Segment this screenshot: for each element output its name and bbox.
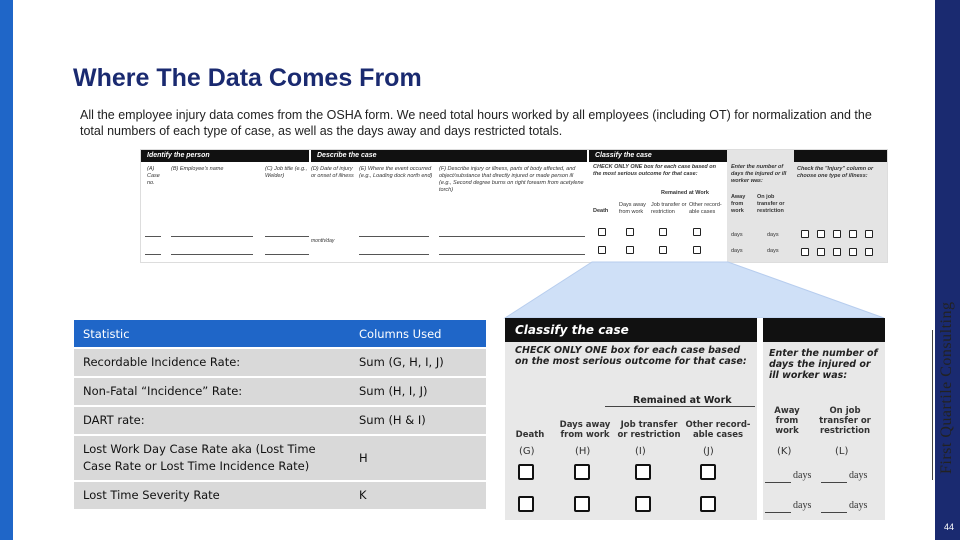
zoom-days-line	[821, 482, 847, 483]
zoom-days-label: days	[849, 470, 868, 481]
form-col-a: (A) Case no.	[147, 166, 160, 186]
form-days-label: days	[767, 248, 779, 254]
form-col-c: (C) Job title (e.g., Welder)	[265, 166, 308, 179]
row-columns: K	[350, 481, 486, 509]
form-days-away: Days away from work	[619, 202, 646, 215]
header-columns-used: Columns Used	[350, 320, 486, 348]
page-number: 44	[943, 522, 954, 532]
zoom-days-line	[765, 482, 791, 483]
form-days-label: days	[731, 232, 743, 238]
form-injury-check: Check the "Injury" column or choose one type of illness:	[797, 166, 874, 179]
form-away: Away from work	[731, 194, 746, 214]
row-statistic: Non-Fatal “Incidence” Rate:	[74, 377, 350, 406]
zoom-away: Away from work	[774, 406, 800, 436]
form-month-day: month/day	[311, 238, 335, 244]
statistics-table	[74, 320, 486, 509]
row-columns: Sum (G, H, I, J)	[350, 348, 486, 377]
zoom-checkbox	[574, 496, 590, 512]
table-row	[74, 348, 486, 377]
form-classify-header: Classify the case	[589, 150, 727, 162]
header-statistic: Statistic	[74, 320, 350, 348]
page-title: Where The Data Comes From	[73, 64, 422, 92]
row-statistic: Lost Work Day Case Rate aka (Lost Time Case Rate or Lost Time Incidence Rate)	[74, 435, 350, 481]
form-on-job: On job transfer or restriction	[757, 194, 785, 214]
form-col-f: (F) Describe injury or illness, parts of body affected, and object/substance that directly injured or made person ill (e.g., Second degree burns on right forearm from acetylene torch)	[439, 166, 584, 193]
table-row	[74, 481, 486, 509]
form-job-transfer: Job transfer or restriction	[651, 202, 687, 215]
zoom-check-one: CHECK ONLY ONE box for each case based on the most serious outcome for that case:	[515, 345, 747, 367]
row-statistic: Lost Time Severity Rate	[74, 481, 350, 509]
classify-zoom-image	[505, 318, 885, 520]
zoom-days-line	[821, 512, 847, 513]
logo-text: First Quartile Consulting	[938, 301, 955, 474]
form-days-label: days	[731, 248, 743, 254]
zoom-code-j: (J)	[703, 446, 714, 457]
table-row	[74, 377, 486, 406]
row-columns: H	[350, 435, 486, 481]
description-text: All the employee injury data comes from the OSHA form. We need total hours worked by all employees (including OT) for normalization and the total numbers of each type of case, as well as the days away and days restricted totals.	[80, 108, 872, 138]
zoom-classify-header: Classify the case	[505, 318, 757, 342]
zoom-other: Other record-able cases	[685, 420, 751, 440]
form-col-d: (D) Date of injury or onset of illness	[311, 166, 354, 179]
zoom-checkbox	[518, 496, 534, 512]
zoom-checkbox	[518, 464, 534, 480]
zoom-on-job: On job transfer or restriction	[819, 406, 871, 436]
zoom-checkbox	[700, 496, 716, 512]
row-columns: Sum (H, I, J)	[350, 377, 486, 406]
form-remained: Remained at Work	[661, 190, 709, 196]
table-header-row	[74, 320, 486, 348]
form-col-b: (B) Employee's name	[171, 166, 224, 172]
zoom-checkbox	[635, 464, 651, 480]
row-statistic: Recordable Incidence Rate:	[74, 348, 350, 377]
table-row	[74, 435, 486, 481]
form-other: Other record-able cases	[689, 202, 722, 215]
form-days-label: days	[767, 232, 779, 238]
form-describe-header: Describe the case	[311, 150, 587, 162]
zoom-job-transfer: Job transfer or restriction	[617, 420, 681, 440]
zoom-code-k: (K)	[777, 446, 792, 457]
zoom-enter-days-header	[763, 318, 885, 342]
zoom-remained-rule	[605, 406, 755, 407]
zoom-death: Death	[515, 430, 545, 440]
zoom-code-l: (L)	[835, 446, 849, 457]
zoom-code-i: (I)	[635, 446, 646, 457]
zoom-days-label: days	[793, 500, 812, 511]
zoom-enter-days: Enter the number of days the injured or ill worker was:	[769, 348, 878, 381]
zoom-days-away: Days away from work	[559, 420, 611, 440]
form-death: Death	[593, 208, 609, 214]
form-check-one: CHECK ONLY ONE box for each case based on the most serious outcome for that case:	[593, 164, 716, 177]
zoom-code-g: (G)	[519, 446, 535, 457]
form-enter-days: Enter the number of days the injured or ill worker was:	[731, 164, 787, 184]
zoom-days-label: days	[849, 500, 868, 511]
zoom-days-label: days	[793, 470, 812, 481]
zoom-code-h: (H)	[575, 446, 591, 457]
form-col-e: (E) Where the event occurred (e.g., Loading dock north end)	[359, 166, 433, 179]
zoom-gap	[757, 318, 763, 520]
row-columns: Sum (H & I)	[350, 406, 486, 435]
row-statistic: DART rate:	[74, 406, 350, 435]
zoom-remained: Remained at Work	[633, 395, 732, 406]
zoom-checkbox	[635, 496, 651, 512]
zoom-days-line	[765, 512, 791, 513]
zoom-checkbox	[700, 464, 716, 480]
zoom-checkbox	[574, 464, 590, 480]
form-identify-header: Identify the person	[141, 150, 309, 162]
table-row	[74, 406, 486, 435]
